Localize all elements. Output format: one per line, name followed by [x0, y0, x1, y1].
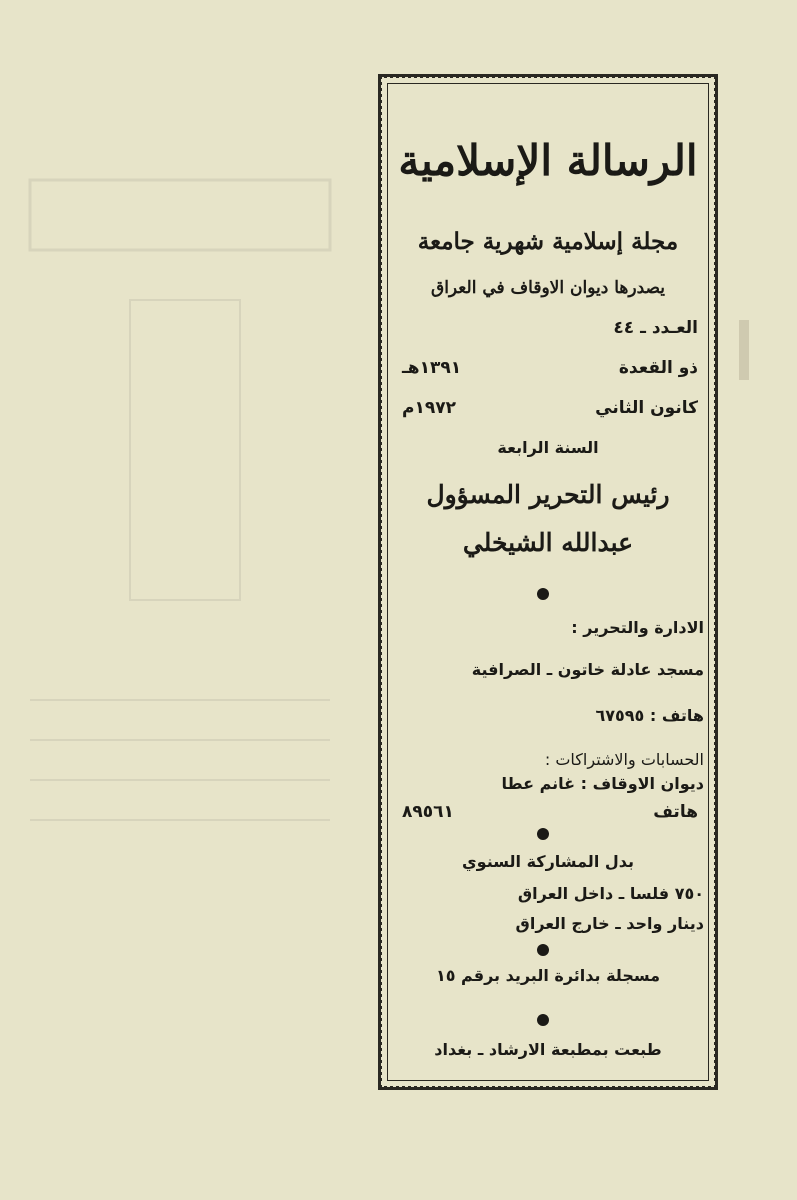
printer-line: طبعت بمطبعة الارشاد ـ بغداد [434, 1040, 662, 1059]
subscription-inside: ٧٥٠ فلسا ـ داخل العراق [517, 884, 704, 903]
administration-heading: الادارة والتحرير : [571, 618, 704, 637]
administration-phone: هاتف : ٦٧٥٩٥ [595, 706, 704, 725]
separator-dot [537, 828, 549, 840]
gregorian-month: كانون الثاني [595, 398, 698, 418]
magazine-subtitle: مجلة إسلامية شهرية جامعة [417, 228, 679, 255]
issue-number-row [392, 318, 704, 344]
administration-address: مسجد عادلة خاتون ـ الصرافية [471, 660, 704, 679]
editor-in-chief-name: عبدالله الشيخلي [462, 528, 634, 557]
ornamental-border [378, 74, 718, 1090]
accounts-office: ديوان الاوقاف : غانم عطا [501, 774, 704, 793]
hijri-month: ذو القعدة [618, 358, 698, 378]
magazine-title: الرسالة الإسلامية [398, 136, 698, 185]
accounts-phone-number: ٨٩٥٦١ [402, 802, 454, 822]
editor-in-chief-title: رئيس التحرير المسؤول [426, 480, 670, 509]
separator-dot [537, 588, 549, 600]
gregorian-date-row [392, 398, 704, 424]
hijri-date-row [392, 358, 704, 384]
bleed-through-ghost [0, 140, 370, 1040]
subscription-heading: بدل المشاركة السنوي [462, 852, 634, 871]
separator-dot [537, 944, 549, 956]
accounts-heading: الحسابات والاشتراكات : [544, 750, 704, 769]
accounts-phone-row [392, 802, 704, 828]
subscription-outside: دينار واحد ـ خارج العراق [515, 914, 704, 933]
gregorian-year: ١٩٧٢م [402, 398, 456, 418]
issue-number: العـدد ـ ٤٤ [613, 318, 698, 338]
accounts-phone-label: هاتف [653, 802, 698, 822]
separator-dot [537, 1014, 549, 1026]
volume-year: السنة الرابعة [497, 438, 599, 457]
hijri-year: ١٣٩١هـ [402, 358, 462, 378]
page-spine-mark [739, 320, 749, 380]
postal-registration: مسجلة بدائرة البريد برقم ١٥ [435, 966, 661, 985]
publisher-line: يصدرها ديوان الاوقاف في العراق [431, 278, 665, 298]
